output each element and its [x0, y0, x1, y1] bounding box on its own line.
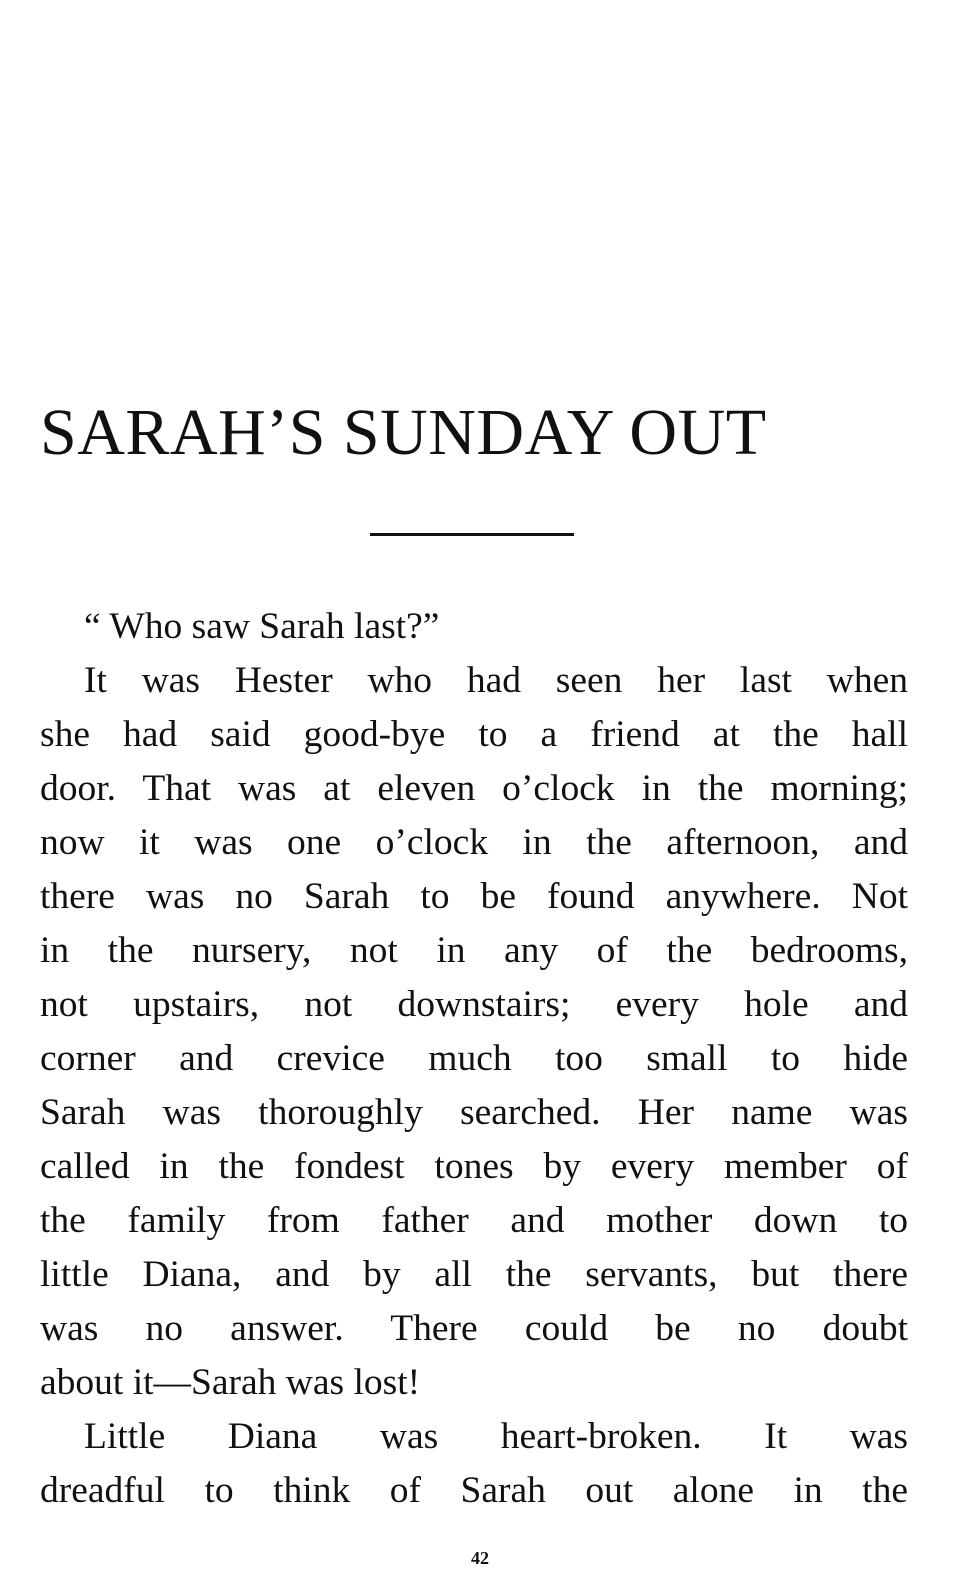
body-text [40, 600, 908, 1518]
text-line: the family from father and mother down to [40, 1200, 908, 1241]
text-line: “ Who saw Sarah last?” [84, 606, 440, 647]
text-line: Sarah was thoroughly searched. Her name was [40, 1092, 908, 1133]
text-line: not upstairs, not downstairs; every hole and [40, 984, 908, 1025]
text-line: little Diana, and by all the servants, but there [40, 1254, 908, 1295]
text-line: was no answer. There could be no doubt [40, 1308, 908, 1349]
chapter-title: SARAH’S SUNDAY OUT [40, 396, 767, 469]
page-number: 42 [471, 1548, 489, 1568]
text-line: there was no Sarah to be found anywhere. Not [40, 876, 908, 917]
text-line: called in the fondest tones by every member of [40, 1146, 908, 1187]
text-line: corner and crevice much too small to hide [40, 1038, 908, 1079]
text-line: door. That was at eleven o’clock in the morning; [40, 768, 908, 809]
text-line: dreadful to think of Sarah out alone in the [40, 1470, 908, 1511]
text-line: she had said good-bye to a friend at the hall [40, 714, 908, 755]
text-line: now it was one o’clock in the afternoon, and [40, 822, 908, 863]
text-line: It was Hester who had seen her last when [84, 660, 908, 701]
text-line: Little Diana was heart-broken. It was [84, 1416, 908, 1457]
text-line: about it—Sarah was lost! [40, 1362, 421, 1403]
text-line: in the nursery, not in any of the bedrooms, [40, 930, 908, 971]
title-rule [370, 533, 574, 536]
